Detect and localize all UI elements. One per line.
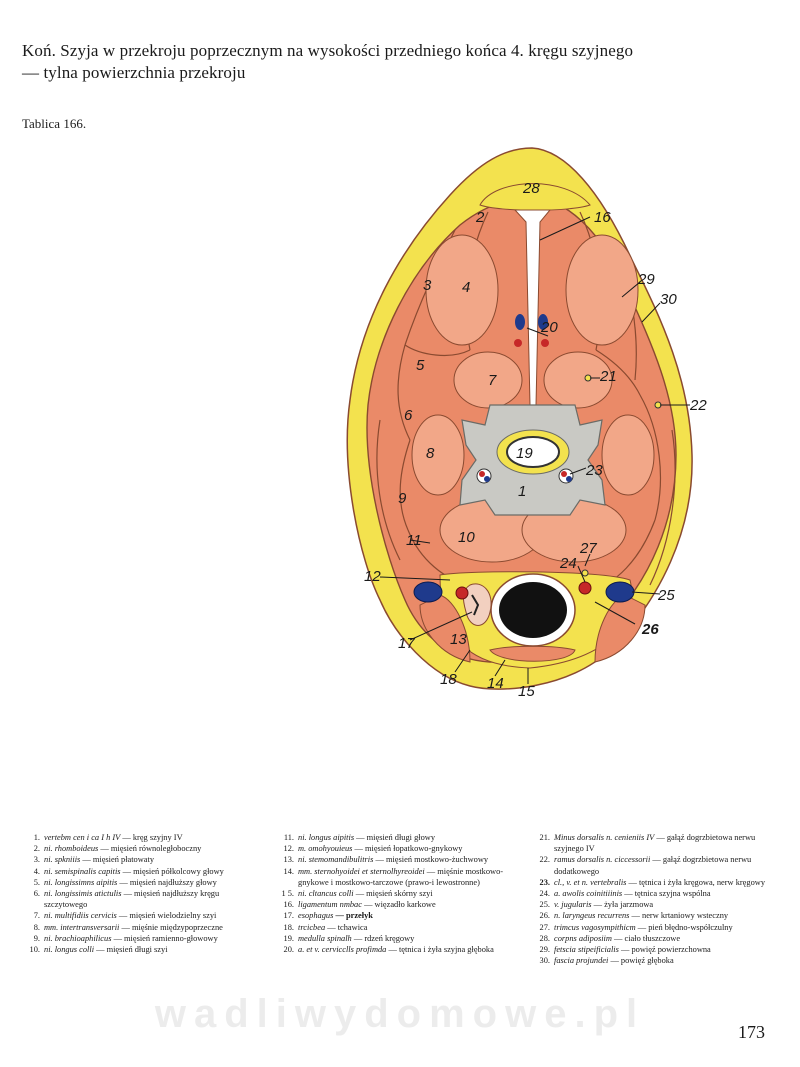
legend-text	[298, 922, 516, 933]
legend-number: 20.	[283, 945, 294, 955]
legend-number: 2.	[33, 844, 40, 854]
legend-text	[298, 944, 516, 955]
muscle-4-right	[566, 235, 638, 345]
legend-polish-term: — nerw krtaniowy wsteczny	[629, 911, 729, 921]
legend-text	[44, 854, 254, 865]
legend-item	[532, 832, 782, 854]
vertebral-artery-left	[479, 471, 485, 477]
label-12: 12	[364, 568, 381, 585]
legend-number: 22.	[539, 855, 550, 865]
legend-number: 5.	[33, 877, 40, 887]
legend-number: 23.	[539, 877, 550, 887]
legend-latin-term: fetscia stipeificialis	[554, 945, 619, 955]
legend-text	[44, 877, 254, 888]
legend-latin-term: ni. longissimis atictulis	[44, 889, 122, 899]
legend-number: 9.	[33, 933, 40, 943]
muscle-8-left	[412, 415, 464, 495]
legend-item	[532, 910, 782, 921]
legend-number: 10.	[29, 945, 40, 955]
legend-text	[44, 944, 254, 955]
legend-item	[22, 832, 254, 843]
legend-column-3	[532, 832, 782, 966]
legend-number: 18.	[283, 922, 294, 932]
legend-latin-term: corpns adiposiim	[554, 933, 612, 943]
legend-polish-term: — mięsień płatowaty	[80, 855, 155, 865]
legend-polish-term: — więzadło karkowe	[361, 900, 436, 910]
legend-number: 14.	[283, 866, 294, 876]
legend-text	[554, 854, 782, 876]
legend-polish-term: — mięsień półkolcowy głowy	[120, 866, 224, 876]
legend-item	[532, 877, 782, 888]
legend-polish-term: — ciało tłuszczowe	[611, 933, 681, 943]
legend-number: 30.	[539, 956, 550, 966]
legend-latin-term: mm. intertransversarii	[44, 922, 120, 932]
legend-item	[276, 899, 516, 910]
legend-polish-term: — mięsień skórny szyi	[353, 889, 433, 899]
label-26: 26	[642, 621, 659, 638]
legend-latin-term: ni. stemomandibulitris	[298, 855, 374, 865]
legend-latin-term: m. omohyouieus	[298, 844, 353, 854]
legend-latin-term: ni. longus aipitis	[298, 833, 355, 842]
legend-latin-term: ramus dorsalis n. ciccessorii	[554, 855, 651, 865]
legend-item	[532, 888, 782, 899]
legend-latin-term: ni. rhomboideus	[44, 844, 99, 854]
legend-text	[554, 944, 782, 955]
label-20: 20	[541, 319, 558, 336]
legend-text	[44, 888, 254, 910]
legend-text	[44, 843, 254, 854]
spinal-cord	[507, 437, 559, 467]
legend-item	[532, 854, 782, 876]
legend-item	[22, 944, 254, 955]
legend-item	[276, 854, 516, 865]
legend-number: 4.	[33, 866, 40, 876]
legend-polish-term: — powięź głęboka	[608, 956, 674, 966]
legend-item	[276, 888, 516, 899]
legend-text	[554, 955, 782, 966]
legend-item	[532, 955, 782, 966]
legend-polish-term: — mięsień łopatkowo-gnykowy	[352, 844, 463, 854]
legend-number: 11.	[283, 833, 294, 842]
legend-item	[276, 843, 516, 854]
legend-latin-term: Minus dorsalis n. cenieniis IV	[554, 833, 655, 842]
legend-latin-term: ni. brachioaphilicus	[44, 933, 112, 943]
label-1: 1	[518, 483, 527, 500]
legend-polish-term: — mięsień równoległoboczny	[98, 844, 202, 854]
legend-item	[22, 910, 254, 921]
legend-item	[276, 933, 516, 944]
legend-polish-term: — przełyk	[333, 911, 373, 921]
legend-number: 24.	[539, 889, 550, 899]
plate-label: Tablica 166.	[22, 116, 87, 131]
legend-latin-term: esophagus	[298, 911, 334, 921]
legend-item	[276, 922, 516, 933]
legend-polish-term: — mięśnie mostkowo-gnykowe i mostkowo-tarczowe (prawo-i lewostronne)	[298, 866, 504, 887]
legend-number: 7.	[33, 911, 40, 921]
legend-item	[22, 854, 254, 865]
label-28: 28	[523, 180, 540, 197]
legend-polish-term: — tętnica szyjna wspólna	[622, 889, 711, 899]
legend-item	[22, 888, 254, 910]
legend-text	[298, 910, 516, 921]
legend-latin-term: medulla spinalh	[298, 933, 352, 943]
legend-latin-term: ni. semispinalis capitis	[44, 866, 121, 876]
page-number: 173	[738, 1022, 765, 1042]
label-4: 4	[462, 279, 471, 296]
label-23: 23	[586, 462, 603, 479]
legend-item	[276, 944, 516, 955]
label-7: 7	[488, 372, 497, 389]
legend-polish-term: — mięsień najdłuższy głowy	[117, 877, 217, 887]
legend-text	[298, 854, 516, 865]
label-27: 27	[580, 540, 597, 557]
label-2: 2	[476, 209, 485, 226]
legend-polish-term: — mięsień długi szyi	[94, 945, 168, 955]
legend-polish-term: — tętnica i żyła szyjna głęboka	[386, 945, 494, 955]
legend-text	[298, 866, 516, 888]
label-29: 29	[638, 271, 655, 288]
legend-text	[298, 933, 516, 944]
title-line-2: — tylna powierzchnia przekroju	[22, 63, 246, 82]
legend-polish-term: — mięsień długi głowy	[354, 833, 436, 842]
legend-text	[44, 910, 254, 921]
legend-polish-term: — tętnica i żyła kręgowa, nerw kręgowy	[626, 877, 766, 887]
legend-text	[298, 832, 516, 843]
deep-cervical-artery-right	[541, 339, 549, 347]
legend-polish-term: — pień błędno-współczulny	[635, 922, 733, 932]
legend-polish-term: — żyła jarzmowa	[591, 900, 654, 910]
legend-polish-term: — mięśnie międzypoprzeczne	[119, 922, 223, 932]
legend-latin-term: ni. spkniiis	[44, 855, 81, 865]
legend-latin-term: fascia projundei	[554, 956, 609, 966]
legend-number: 16.	[283, 900, 294, 910]
legend-item	[22, 877, 254, 888]
legend-latin-term: ni. multifidiis cervicis	[44, 911, 117, 921]
legend-polish-term: — gałąź dogrzbietowa nerwu dodatkowego	[554, 855, 752, 876]
legend-item	[22, 922, 254, 933]
legend-number: 28.	[539, 933, 550, 943]
vertebral-vein-right	[566, 476, 572, 482]
label-10: 10	[458, 529, 475, 546]
label-17: 17	[398, 635, 415, 652]
label-6: 6	[404, 407, 413, 424]
legend-polish-term: — gałąź dogrzbietowa nerwu szyjnego IV	[554, 833, 756, 854]
legend-number: 27.	[539, 922, 550, 932]
legend-text	[298, 888, 516, 899]
legend-number: 17.	[283, 911, 294, 921]
legend-text	[44, 933, 254, 944]
legend-polish-term: — kręg szyjny IV	[120, 833, 183, 842]
legend-item	[532, 944, 782, 955]
legend-text	[554, 922, 782, 933]
label-14: 14	[487, 675, 504, 692]
label-13: 13	[450, 631, 467, 648]
label-3: 3	[423, 277, 432, 294]
legend-text	[554, 877, 782, 888]
legend-text	[554, 899, 782, 910]
jugular-vein-left	[414, 582, 442, 602]
legend-polish-term: — mięsień najdłuższy kręgu szczytowego	[44, 889, 220, 910]
legend-item	[276, 832, 516, 843]
legend-latin-term: ligamentum nmbac	[298, 900, 362, 910]
legend-latin-term: ni. longissimns aipitis	[44, 877, 118, 887]
legend-text	[554, 832, 782, 854]
legend-latin-term: ni. longus colli	[44, 945, 95, 955]
legend-column-2	[276, 832, 516, 955]
legend-number: 3.	[33, 855, 40, 865]
legend-item	[22, 866, 254, 877]
label-24: 24	[560, 555, 577, 572]
carotid-artery-right	[579, 582, 591, 594]
legend-latin-term: v. jugularis	[554, 900, 592, 910]
legend-polish-term: — rdzeń kręgowy	[351, 933, 415, 943]
legend-number: 1 5.	[281, 889, 294, 899]
legend-text	[298, 899, 516, 910]
label-9: 9	[398, 490, 407, 507]
carotid-artery-left	[456, 587, 468, 599]
legend-number: 25.	[539, 900, 550, 910]
legend-item	[532, 922, 782, 933]
label-19: 19	[516, 445, 533, 462]
legend-item	[22, 933, 254, 944]
legend-latin-term: n. laryngeus recurrens	[554, 911, 630, 921]
legend-item	[276, 866, 516, 888]
legend-item	[22, 843, 254, 854]
vertebral-vein-left	[484, 476, 490, 482]
legend-polish-term: — mięsień ramienno-głowowy	[111, 933, 218, 943]
legend-polish-term: — mięsień mostkowo-żuchwowy	[373, 855, 489, 865]
legend-latin-term: a. awolis coinitiiinis	[554, 889, 623, 899]
vertebral-artery-right	[561, 471, 567, 477]
legend-text	[554, 888, 782, 899]
legend-latin-term: ni. cltancus colli	[298, 889, 354, 899]
legend-number: 8.	[33, 922, 40, 932]
legend-latin-term: cl., v. et n. vertebralis	[554, 877, 627, 887]
legend-number: 29.	[539, 945, 550, 955]
legend-text	[44, 922, 254, 933]
legend-polish-term: — tchawica	[325, 922, 368, 932]
label-30: 30	[660, 291, 677, 308]
legend-latin-term: a. et v. cervicclls profimda	[298, 945, 387, 955]
deep-cervical-vein-left	[515, 314, 525, 330]
label-21: 21	[600, 368, 617, 385]
deep-cervical-artery-left	[514, 339, 522, 347]
legend-number: 6.	[33, 889, 40, 899]
legend-item	[276, 910, 516, 921]
watermark: wadliwydomowe.pl	[154, 992, 646, 1036]
legend-latin-term: trcicbea	[298, 922, 326, 932]
legend-text	[554, 910, 782, 921]
label-8: 8	[426, 445, 435, 462]
jugular-vein-right	[606, 582, 634, 602]
label-11: 11	[406, 532, 422, 549]
legend-column-1	[22, 832, 254, 955]
legend-number: 21.	[539, 833, 550, 842]
legend-latin-term: mm. sternohyoidei et sternolhyreoidei	[298, 866, 425, 876]
legend-polish-term: — mięsień wielodzielny szyi	[116, 911, 217, 921]
label-25: 25	[658, 587, 675, 604]
legend-text	[554, 933, 782, 944]
label-5: 5	[416, 357, 425, 374]
vagosympathetic-trunk-right	[582, 570, 588, 576]
legend-number: 19.	[283, 933, 294, 943]
title-line-1: Koń. Szyja w przekroju poprzecznym na wysokości przedniego końca 4. kręgu szyjnego	[22, 41, 634, 60]
label-15: 15	[518, 683, 535, 700]
trachea-lumen	[499, 582, 567, 638]
legend-number: 12.	[283, 844, 294, 854]
legend-latin-term: trimcus vagosympithicm	[554, 922, 636, 932]
legend-item	[532, 899, 782, 910]
label-16: 16	[594, 209, 611, 226]
legend-number: 26.	[539, 911, 550, 921]
legend-number: 13.	[283, 855, 294, 865]
legend-text	[298, 843, 516, 854]
legend-text	[44, 866, 254, 877]
label-22: 22	[690, 397, 707, 414]
legend-text	[44, 832, 254, 843]
legend-latin-term: vertebm cen i ca I h IV	[44, 833, 121, 842]
legend-number: 1.	[33, 833, 40, 842]
label-18: 18	[440, 671, 457, 688]
muscle-8-right	[602, 415, 654, 495]
legend-polish-term: — powięź powierzchowna	[618, 945, 711, 955]
legend-item	[532, 933, 782, 944]
